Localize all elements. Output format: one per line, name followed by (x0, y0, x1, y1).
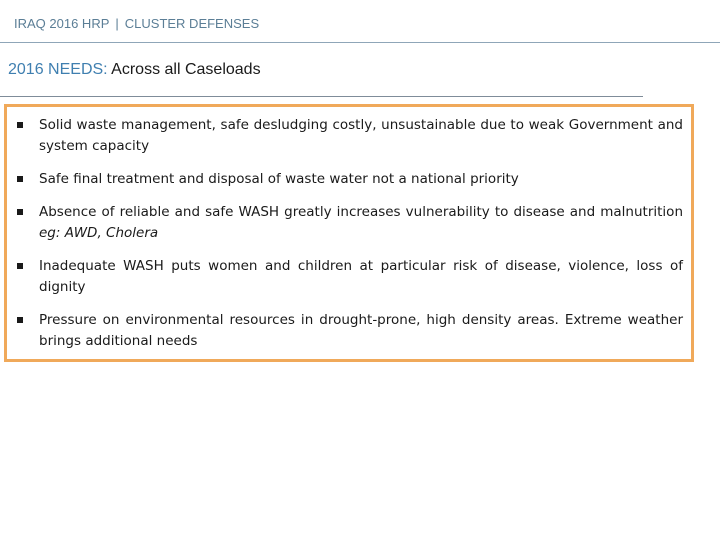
bullet-text: Inadequate WASH puts women and children at particular risk of disease, violence, loss of dignity (39, 258, 683, 295)
bullet-text: Safe final treatment and disposal of waste water not a national priority (39, 171, 519, 187)
header-rule (0, 42, 720, 43)
list-item (15, 310, 683, 352)
list-item (15, 115, 683, 157)
bullet-text: Pressure on environmental resources in drought-prone, high density areas. Extreme weather brings additional needs (39, 312, 683, 349)
list-item (15, 169, 683, 190)
slide-header (14, 16, 259, 31)
list-item (15, 202, 683, 244)
needs-list (15, 115, 683, 364)
header-separator: | (115, 16, 119, 31)
bullet-text: Solid waste management, safe desludging costly, unsustainable due to weak Government and system capacity (39, 117, 683, 154)
bullet-square-icon (17, 209, 23, 215)
list-item (15, 256, 683, 298)
title-prefix: 2016 NEEDS: (8, 61, 112, 78)
needs-box (4, 104, 694, 362)
bullet-text: Absence of reliable and safe WASH greatly increases vulnerability to disease and malnutrition (39, 204, 683, 220)
bullet-example: eg: AWD, Cholera (39, 225, 159, 241)
slide-title (8, 61, 261, 79)
title-rule (0, 96, 643, 97)
bullet-square-icon (17, 317, 23, 323)
title-emphasis: Across all Caseloads (111, 61, 261, 78)
bullet-square-icon (17, 263, 23, 269)
bullet-square-icon (17, 122, 23, 128)
header-left: IRAQ 2016 HRP (14, 16, 110, 31)
header-right: CLUSTER DEFENSES (124, 16, 260, 31)
bullet-square-icon (17, 176, 23, 182)
